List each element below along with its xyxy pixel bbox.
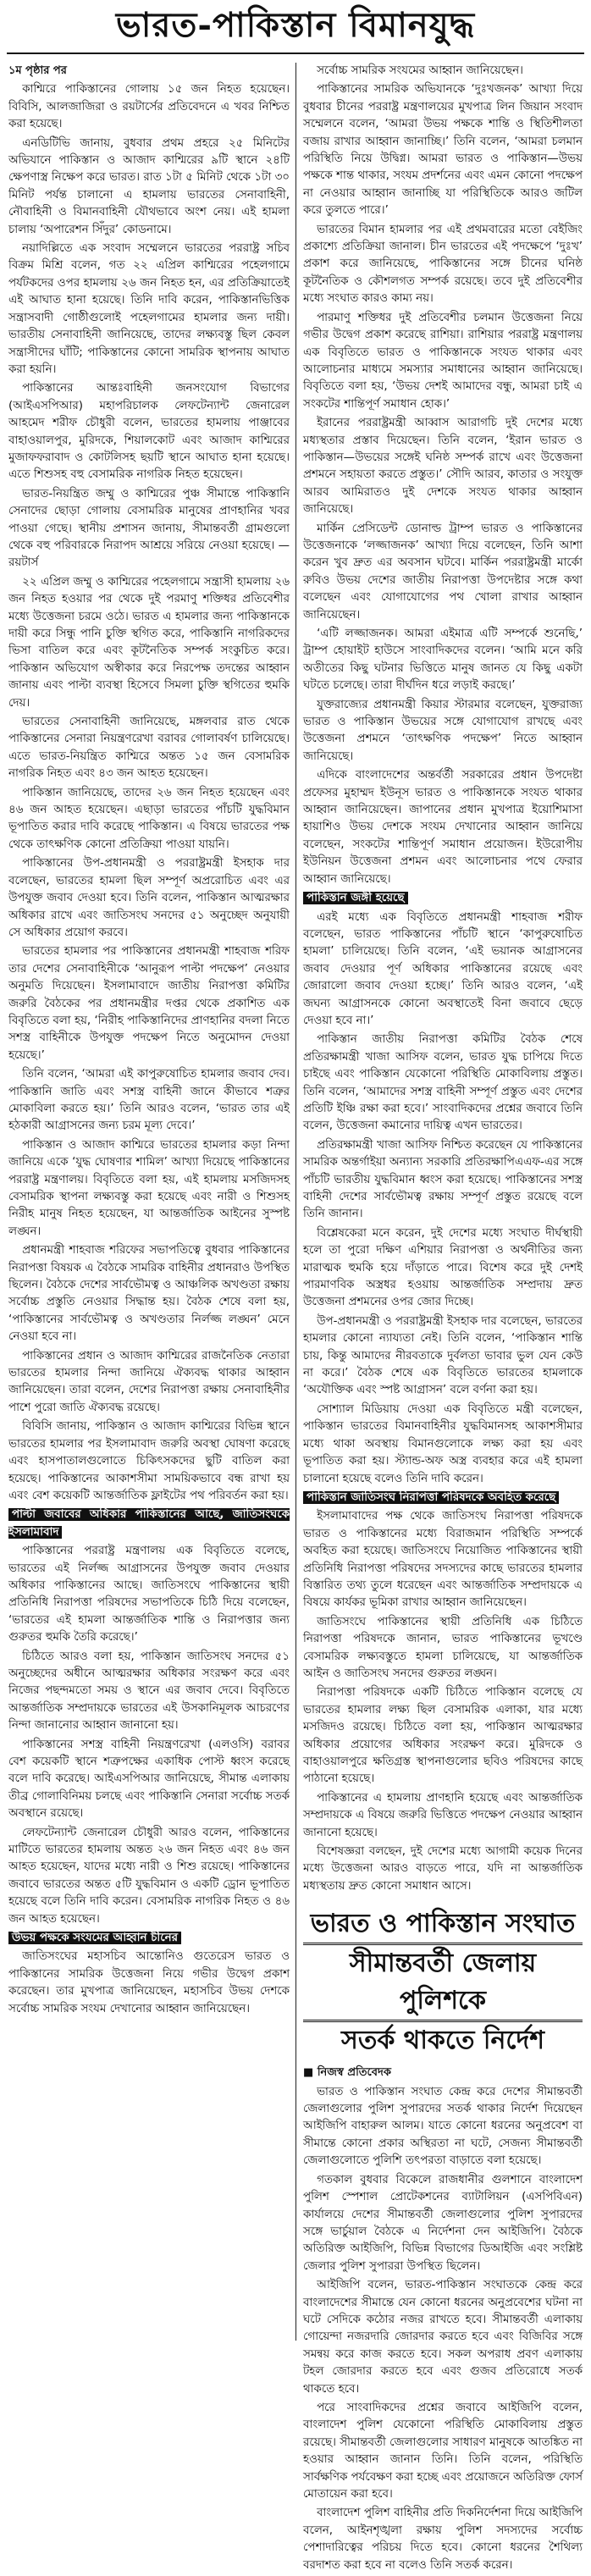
right-subhead-2: পাকিস্তান জাতিসংঘ নিরাপত্তা পরিষদকে অবহিত করেছে bbox=[303, 1490, 583, 1506]
article-paragraph: পাকিস্তানের সামরিক অভিযানকে ‘দুঃখজনক’ আখ্যা দিয়ে বুধবার চীনের পররাষ্ট্র মন্ত্রণালয়ের মুখপাত্র লিন জিয়ান সংবাদ সম্মেলনে বলেন, ‘আমরা উভয় পক্ষকে শান্তি ও স্থিতিশীলতা বজায় রাখার আহ্বান জানাচ্ছি।’ তিনি বলেন, ‘আমরা চলমান পরিস্থিতি নিয়ে উদ্বিগ্ন। আমরা ভারত ও পাকিস্তান—উভয় পক্ষকে শান্ত থাকার, সংযম প্রদর্শনের এবং এমন কোনো পদক্ষেপ না নেওয়ার আহ্বান জানাচ্ছি যা পরিস্থিতিকে আরও জটিল করে তুলতে পারে।’ bbox=[303, 83, 583, 218]
article-paragraph: প্রধানমন্ত্রী শাহবাজ শরিফের সভাপতিত্বে বুধবার পাকিস্তানের নিরাপত্তা বিষয়ক এ বৈঠকে সামরিক বাহিনীর প্রধানরাও উপস্থিত ছিলেন। বৈঠকে দেশের সার্বভৌমত্ব ও আঞ্চলিক অখণ্ডতা রক্ষায় সর্বোচ্চ প্রস্তুতি নেওয়ার সিদ্ধান্ত হয়। বৈঠক শেষে বলা হয়, ‘পাকিস্তানের সার্বভৌমত্ব ও অখণ্ডতার নির্লজ্জ লঙ্ঘন’ মেনে নেওয়া হবে না। bbox=[8, 1244, 290, 1344]
article-paragraph: পাকিস্তানের উপ-প্রধানমন্ত্রী ও পররাষ্ট্রমন্ত্রী ইসহাক দার বলেছেন, ভারতের হামলা ছিল সম্পূর্ণ অপ্ররোচিত এবং এর উপযুক্ত জবাব দেওয়া হবে। তিনি বলেন, পাকিস্তান আত্মরক্ষার অধিকার রাখে এবং জাতিসংঘ সনদের ৫১ অনুচ্ছেদ অনুযায়ী সে অধিকার প্রয়োগ করবে। bbox=[8, 857, 290, 939]
article-paragraph: পাকিস্তান জানিয়েছে, তাদের ২৬ জন নিহত হয়েছেন এবং ৪৬ জন আহত হয়েছেন। এছাড়া ভারতের পাঁচটি যুদ্ধবিমান ভূপাতিত করার দাবি করেছে পাকিস্তান। এ বিষয়ে ভারতের পক্ষ থেকে তাৎক্ষণিক কোনো প্রতিক্রিয়া পাওয়া যায়নি। bbox=[8, 786, 290, 851]
box-title-bottom: সতর্ক থাকতে নির্দেশ bbox=[341, 2026, 544, 2056]
left-paragraphs bbox=[8, 81, 290, 854]
right-paragraphs bbox=[303, 63, 583, 888]
article-paragraph: তিনি বলেন, ‘আমরা এই কাপুরুষোচিত হামলার জবাব দেব। পাকিস্তানি জাতি এবং সশস্ত্র বাহিনী জানে কীভাবে শত্রুর মোকাবিলা করতে হয়।’ তিনি আরও বলেন, ‘ভারত তার এই হঠকারী আগ্রাসনের জন্য চরম মূল্য দেবে।’ bbox=[8, 1068, 290, 1133]
article-paragraph: পারমাণু শক্তিধর দুই প্রতিবেশীর চলমান উত্তেজনা নিয়ে গভীর উদ্বেগ প্রকাশ করেছে রাশিয়া। রাশিয়ার পররাষ্ট্র মন্ত্রণালয় এক বিবৃতিতে ভারত ও পাকিস্তানকে সংযত থাকার এবং আলোচনার মাধ্যমে সমস্যার সমাধানের আহ্বান জানিয়েছে। বিবৃতিতে বলা হয়, ‘উভয় দেশই আমাদের বন্ধু, আমরা চাই এ সংকটের শান্তিপূর্ণ সমাধান হোক।’ bbox=[303, 311, 583, 411]
article-paragraph: ভারতের হামলার পর পাকিস্তানের প্রধানমন্ত্রী শাহবাজ শরিফ তার দেশের সেনাবাহিনীকে ‘আনুরূপ পাল্টা পদক্ষেপ’ নেওয়ার অনুমতি দিয়েছেন। ইসলামাবাদে জাতীয় নিরাপত্তা কমিটির জরুরি বৈঠকের পর প্রধানমন্ত্রীর দপ্তর থেকে প্রকাশিত এক বিবৃতিতে বলা হয়, ‘নিরীহ পাকিস্তানিদের প্রাণহানির বদলা নিতে সশস্ত্র বাহিনীকে উপযুক্ত পদক্ষেপ নিতে অনুমোদন দেওয়া হয়েছে।’ bbox=[8, 945, 290, 1062]
article-paragraph: পাকিস্তানের পররাষ্ট্র মন্ত্রণালয় এক বিবৃতিতে বলেছে, ভারতের এই নির্লজ্জ আগ্রাসনের উপযুক্ত জবাব দেওয়ার অধিকার পাকিস্তানের আছে। জাতিসংঘে পাকিস্তানের স্থায়ী প্রতিনিধি নিরাপত্তা পরিষদের সভাপতিকে চিঠি দিয়ে বলেছেন, ‘ভারতের এই হামলা আন্তর্জাতিক শান্তি ও নিরাপত্তার জন্য গুরুতর হুমকি তৈরি করেছে।’ bbox=[8, 1545, 290, 1645]
right-paragraphs-3 bbox=[303, 1508, 583, 1895]
article-paragraph: পরে সাংবাদিকদের প্রশ্নের জবাবে আইজিপি বলেন, বাংলাদেশ পুলিশ যেকোনো পরিস্থিতি মোকাবিলায় প্রস্তুত রয়েছে। সীমান্তবর্তী জেলাগুলোর সাধারণ মানুষকে আতঙ্কিত না হওয়ার আহ্বান জানান তিনি। তিনি বলেন, পরিস্থিতি সার্বক্ষণিক পর্যবেক্ষণ করা হচ্ছে এবং প্রয়োজনে অতিরিক্ত ফোর্স মোতায়েন করা হবে। bbox=[303, 2401, 583, 2501]
police-alert-box bbox=[303, 1905, 583, 2574]
article-paragraph: পাকিস্তানের এ হামলায় প্রাণহানি হয়েছে এবং আন্তর্জাতিক সম্প্রদায়কে এ বিষয়ে জরুরি ভিত্তিতে পদক্ষেপ নেওয়ার আহ্বান জানানো হয়েছে। bbox=[303, 1791, 583, 1839]
right-column bbox=[303, 63, 583, 2576]
left-paragraphs-2 bbox=[8, 855, 290, 1505]
article-paragraph: পাকিস্তান ও আজাদ কাশ্মিরে ভারতের হামলার কড়া নিন্দা জানিয়ে একে ‘যুদ্ধ ঘোষণার শামিল’ আখ্যা দিয়েছে পাকিস্তানের পররাষ্ট্র মন্ত্রণালয়। বিবৃতিতে বলা হয়, এই হামলায় মসজিদসহ বেসামরিক স্থাপনা লক্ষ্যবস্তু করা হয়েছে এবং নারী ও শিশুসহ নিরীহ মানুষ নিহত হয়েছেন, যা আন্তর্জাতিক আইনের সুস্পষ্ট লঙ্ঘন। bbox=[8, 1138, 290, 1238]
article-paragraph: ভারত ও পাকিস্তান সংঘাত কেন্দ্র করে দেশের সীমান্তবর্তী জেলাগুলোর পুলিশ সুপারদের সতর্ক থাকার নির্দেশ দিয়েছেন আইজিপি বাহারুল আলম। যাতে কোনো ধরনের অনুপ্রবেশ বা সীমান্তে কোনো প্রকার অস্থিরতা না ঘটে, সেজন্য সীমান্তবর্তী জেলাগুলোতে পুলিশি তৎপরতা বাড়াতে বলা হয়েছে। bbox=[303, 2085, 583, 2168]
article-paragraph: বিশেষজ্ঞরা বলছেন, দুই দেশের মধ্যে আগামী কয়েক দিনের মধ্যে উত্তেজনা আরও বাড়তে পারে, যদি না আন্তর্জাতিক মধ্যস্থতায় দ্রুত কোনো সমাধান আসে। bbox=[303, 1845, 583, 1893]
article-paragraph: ভারতের বিমান হামলার পর এই প্রথমবারের মতো বেইজিং প্রকাশ্যে প্রতিক্রিয়া জানাল। চীন ভারতের এই পদক্ষেপে ‘দুঃখ’ প্রকাশ করে জানিয়েছে, পাকিস্তানের সঙ্গে চীনের ঘনিষ্ঠ কূটনৈতিক ও কৌশলগত সম্পর্ক রয়েছে। তবে দুই প্রতিবেশীর মধ্যে সংঘাত কারও কাম্য নয়। bbox=[303, 223, 583, 306]
box-title-top: ভারত ও পাকিস্তান সংঘাত bbox=[310, 1909, 576, 1939]
left-paragraphs-4 bbox=[8, 1949, 290, 2018]
article-paragraph: ভারত-নিয়ন্ত্রিত জম্মু ও কাশ্মিরের পুঞ্চ সীমান্তে পাকিস্তানি সেনাদের ছোড়া গোলায় বেসামরিক মানুষের প্রাণহানির খবর পাওয়া গেছে। স্থানীয় প্রশাসন জানায়, সীমান্তবর্তী গ্রামগুলো থেকে বহু পরিবারকে নিরাপদ আশ্রয়ে সরিয়ে নেওয়া হয়েছে। — রয়টার্স bbox=[8, 487, 290, 570]
article-paragraph: আইজিপি বলেন, ভারত-পাকিস্তান সংঘাতকে কেন্দ্র করে বাংলাদেশের সীমান্তে যেন কোনো ধরনের অনুপ্রবেশের ঘটনা না ঘটে সেদিকে কঠোর নজর রাখতে হবে। সীমান্তবর্তী এলাকায় গোয়েন্দা নজরদারি জোরদার করতে হবে এবং বিজিবির সঙ্গে সমন্বয় করে কাজ করতে হবে। সকল অপরাধ প্রবণ এলাকায় টহল জোরদার করতে হবে এবং গুজব প্রতিরোধে সতর্ক থাকতে হবে। bbox=[303, 2279, 583, 2396]
left-column bbox=[8, 63, 290, 2020]
article-paragraph: বিশ্লেষকেরা মনে করেন, দুই দেশের মধ্যে সংঘাত দীর্ঘস্থায়ী হলে তা পুরো দক্ষিণ এশিয়ার নিরাপত্তা ও অর্থনীতির জন্য মারাত্মক হুমকি হয়ে দাঁড়াতে পারে। বিশেষ করে দুই দেশই পারমাণবিক অস্ত্রধর হওয়ায় আন্তর্জাতিক সম্প্রদায় দ্রুত উত্তেজনা প্রশমনের ওপর জোর দিচ্ছে। bbox=[303, 1226, 583, 1309]
article-paragraph: ‘এটি লজ্জাজনক। আমরা এইমাত্র এটি সম্পর্কে শুনেছি,’ ট্রাম্প হোয়াইট হাউসে সাংবাদিকদের বলেন। ‘আমি মনে করি অতীতের কিছু ঘটনার ভিত্তিতে মানুষ জানত যে কিছু একটা ঘটতে চলেছে। তারা দীর্ঘদিন ধরে লড়াই করছে।’ bbox=[303, 627, 583, 693]
article-paragraph: কাশ্মিরে পাকিস্তানের গোলায় ১৫ জন নিহত হয়েছেন। বিবিসি, আলজাজিরা ও রয়টার্সের প্রতিবেদনে এ খবর নিশ্চিত করা হয়েছে। bbox=[8, 83, 290, 131]
article-paragraph: পাকিস্তানের প্রধান ও আজাদ কাশ্মিরের রাজনৈতিক নেতারা ভারতের হামলার নিন্দা জানিয়ে ঐক্যবদ্ধ থাকার আহ্বান জানিয়েছেন। তারা বলেন, দেশের নিরাপত্তা রক্ষায় সেনাবাহিনীর পাশে পুরো জাতি ঐক্যবদ্ধ রয়েছে। bbox=[8, 1349, 290, 1414]
article-paragraph: প্রতিরক্ষামন্ত্রী খাজা আসিফ নিশ্চিত করেছেন যে পাকিস্তানের সামরিক অন্তর্গাইয়া অন্যান্য সরকারি প্রতিরক্ষাপিএএফ-এর সঙ্গে পাঁচটি ভারতীয় যুদ্ধবিমান ধ্বংস করা হয়েছে। পাকিস্তানের সশস্ত্র বাহিনী দেশের সার্বভৌমত্ব রক্ষায় সম্পূর্ণ প্রস্তুত রয়েছে বলে তিনি জানান। bbox=[303, 1138, 583, 1221]
box-title-mid: সীমান্তবর্তী জেলায় পুলিশকে bbox=[303, 1943, 583, 2022]
article-paragraph: চিঠিতে আরও বলা হয়, পাকিস্তান জাতিসংঘ সনদের ৫১ অনুচ্ছেদের অধীনে আত্মরক্ষার অধিকার সংরক্ষণ করে এবং নিজের পছন্দমতো সময় ও স্থানে এর জবাব দেবে। বিবৃতিতে আন্তর্জাতিক সম্প্রদায়কে ভারতের এই উসকানিমূলক আচরণের নিন্দা জানানোর আহ্বান জানানো হয়। bbox=[8, 1650, 290, 1733]
article-paragraph: বাংলাদেশ পুলিশ বাহিনীর প্রতি দিকনির্দেশনা দিয়ে আইজিপি বলেন, আইনশৃঙ্খলা রক্ষায় পুলিশ সদস্যদের সর্বোচ্চ পেশাদারিত্বের পরিচয় দিতে হবে। কোনো ধরনের শৈথিল্য বরদাশত করা হবে না বলেও তিনি সতর্ক করেন। bbox=[303, 2507, 583, 2572]
left-subhead-2: উভয় পক্ষকে সংযমের আহ্বান চীনের bbox=[8, 1930, 290, 1947]
article-paragraph: এরই মধ্যে এক বিবৃতিতে প্রধানমন্ত্রী শাহবাজ শরীফ বলেছেন, ভারত পাকিস্তানের পাঁচটি স্থানে ‘কাপুরুষোচিত হামলা’ চালিয়েছে। তিনি বলেন, ‘এই ভয়ানক আগ্রাসনের জবাব দেওয়ার পূর্ণ অধিকার পাকিস্তানের রয়েছে এবং জোরালো জবাব দেওয়া হচ্ছে।’ তিনি আরও বলেন, ‘এই জঘন্য আগ্রাসনকে কোনো অবস্থাতেই বিনা জবাবে ছেড়ে দেওয়া হবে না।’ bbox=[303, 910, 583, 1027]
article-paragraph: এনডিটিভি জানায়, বুধবার প্রথম প্রহরে ২৫ মিনিটের অভিযানে পাকিস্তান ও আজাদ কাশ্মিরের ৯টি স্থানে ২৪টি ক্ষেপণাস্ত্র নিক্ষেপ করে ভারত। রাত ১টা ৫ মিনিট থেকে ১টা ৩০ মিনিট পর্যন্ত চালানো এ হামলায় ভারতের সেনাবাহিনী, নৌবাহিনী ও বিমানবাহিনী যৌথভাবে অংশ নেয়। এই হামলা চালায় ‘অপারেশন সিঁদুর’ কোডনামে। bbox=[8, 136, 290, 236]
article-paragraph: ২২ এপ্রিল জম্মু ও কাশ্মিরের পহেলগামে সন্ত্রাসী হামলায় ২৬ জন নিহত হওয়ার পর থেকে দুই পরমাণু শক্তিধর প্রতিবেশীর মধ্যে উত্তেজনা চরমে ওঠে। ভারত এ হামলার জন্য পাকিস্তানকে দায়ী করে সিন্ধু পানি চুক্তি স্থগিত করে, পাকিস্তানি নাগরিকদের ভিসা বাতিল করে এবং কূটনৈতিক সম্পর্ক সংকুচিত করে। পাকিস্তান অভিযোগ অস্বীকার করে নিরপেক্ষ তদন্তের আহ্বান জানায় এবং পাল্টা ব্যবস্থা হিসেবে সিমলা চুক্তি স্থগিতের হুমকি দেয়। bbox=[8, 575, 290, 710]
article-paragraph: জাতিসংঘে পাকিস্তানের স্থায়ী প্রতিনিধি এক চিঠিতে নিরাপত্তা পরিষদকে জানান, ভারত পাকিস্তানের ভূখণ্ডে বেসামরিক লক্ষ্যবস্তুতে হামলা চালিয়েছে, যা আন্তর্জাতিক আইন ও জাতিসংঘ সনদের গুরুতর লঙ্ঘন। bbox=[303, 1615, 583, 1680]
article-paragraph: লেফটেন্যান্ট জেনারেল চৌধুরী আরও বলেন, পাকিস্তানের মাটিতে ভারতের হামলায় অন্তত ২৬ জন নিহত এবং ৪৬ জন আহত হয়েছেন, যাদের মধ্যে নারী ও শিশু রয়েছে। পাকিস্তানের জবাবে ভারতের অন্তত ৫টি যুদ্ধবিমান ও একটি ড্রোন ভূপাতিত হয়েছে বলে তিনি দাবি করেন। বেসামরিক নাগরিক নিহত ও ৪৬ জন আহত হয়েছেন। bbox=[8, 1826, 290, 1926]
article-paragraph: ইসলামাবাদের পক্ষ থেকে জাতিসংঘ নিরাপত্তা পরিষদকে ভারত ও পাকিস্তানের মধ্যে বিরাজমান পরিস্থিতি সম্পর্কে অবহিত করা হয়েছে। জাতিসংঘে নিয়োজিত পাকিস্তানের স্থায়ী প্রতিনিধি নিরাপত্তা পরিষদের সদস্যদের কাছে ভারতের হামলার বিস্তারিত তথ্য তুলে ধরেছেন এবং আন্তর্জাতিক সম্প্রদায়কে এ বিষয়ে কার্যকর ভূমিকা রাখার আহ্বান জানিয়েছেন। bbox=[303, 1510, 583, 1610]
article-paragraph: এদিকে বাংলাদেশের অন্তর্বর্তী সরকারের প্রধান উপদেষ্টা প্রফেসর মুহাম্মদ ইউনূস ভারত ও পাকিস্তানকে সংযত থাকার আহ্বান জানিয়েছেন। জাপানের প্রধান মুখপাত্র ইয়োশিমাসা হায়াশিও উভয় দেশকে সংযম দেখানোর আহ্বান জানিয়ে বলেছেন, সংকটের শান্তিপূর্ণ সমাধান প্রয়োজন। ইউরোপীয় ইউনিয়ন উত্তেজনা প্রশমন এবং আলোচনার পথে ফেরার আহ্বান জানিয়েছে। bbox=[303, 769, 583, 886]
headline-rule bbox=[7, 53, 584, 54]
right-paragraphs-2 bbox=[303, 909, 583, 1488]
box-title bbox=[303, 1905, 583, 2059]
article-paragraph: সোশ্যাল মিডিয়ায় দেওয়া এক বিবৃতিতে মন্ত্রী বলেছেন, পাকিস্তান ভারতের বিমানবাহিনীর যুদ্ধবিমানসহ আকাশসীমার মধ্যে থাকা অবস্থায় বিমানগুলোকে লক্ষ্য করা হয় এবং ভূপাতিত করা হয়। স্ট্যান্ড-অফ অস্ত্র ব্যবহার করে এই হামলা চালানো হয়েছে বলেও তিনি দাবি করেন। bbox=[303, 1402, 583, 1485]
article-paragraph: ভারতের সেনাবাহিনী জানিয়েছে, মঙ্গলবার রাত থেকে পাকিস্তানের সেনারা নিয়ন্ত্রণরেখা বরাবর গোলাবর্ষণ চালিয়েছে। এতে ভারত-নিয়ন্ত্রিত কাশ্মিরে অন্তত ১৫ জন বেসামরিক নাগরিক নিহত এবং ৪৩ জন আহত হয়েছেন। bbox=[8, 716, 290, 781]
right-subhead: পাকিস্তান জঙ্গী হয়েছে bbox=[303, 890, 583, 907]
left-subhead: পাল্টা জবাবের অধিকার পাকিস্তানের আছে, জাতিসংঘকে ইসলামাবাদ bbox=[8, 1508, 290, 1539]
article-paragraph: নয়াদিল্লিতে এক সংবাদ সম্মেলনে ভারতের পররাষ্ট্র সচিব বিক্রম মিশ্রি বলেন, গত ২২ এপ্রিল কাশ্মিরের পহেলগামে পর্যটকদের ওপর হামলায় ২৬ জন নিহত হন, এর প্রতিক্রিয়াতেই এই আঘাত হানা হয়েছে। তিনি দাবি করেন, পাকিস্তানভিত্তিক সন্ত্রাসবাদী গোষ্ঠীগুলোই পহেলগামের হামলার জন্য দায়ী। ভারতীয় সেনাবাহিনী জানিয়েছে, তাদের লক্ষ্যবস্তু ছিল কেবল সন্ত্রাসীদের ঘাঁটি; পাকিস্তানের কোনো সামরিক স্থাপনায় আঘাত করা হয়নি। bbox=[8, 242, 290, 376]
article-paragraph: পাকিস্তানের সশস্ত্র বাহিনী নিয়ন্ত্রণরেখা (এলওসি) বরাবর বেশ কয়েকটি স্থানে শত্রুপক্ষের একাধিক পোস্ট ধ্বংস করেছে বলে দাবি করেছে। আইএসপিআর জানিয়েছে, সীমান্ত এলাকায় তীব্র গোলাবিনিময় চলছে এবং পাকিস্তানি সেনারা সর্বোচ্চ সতর্ক অবস্থানে রয়েছে। bbox=[8, 1738, 290, 1821]
left-paragraphs-3 bbox=[8, 1543, 290, 1928]
article-paragraph: পাকিস্তান জাতীয় নিরাপত্তা কমিটির বৈঠক শেষে প্রতিরক্ষামন্ত্রী খাজা আসিফ বলেন, ভারত যুদ্ধ চাপিয়ে দিতে চাইছে এবং পাকিস্তান যেকোনো পরিস্থিতি মোকাবিলায় প্রস্তুত। তিনি বলেন, ‘আমাদের সশস্ত্র বাহিনী সম্পূর্ণ প্রস্তুত এবং দেশের প্রতিটি ইঞ্চি রক্ষা করা হবে।’ সাংবাদিকদের প্রশ্নের জবাবে তিনি বলেন, উত্তেজনা কমানোর দায়িত্ব এখন ভারতের। bbox=[303, 1033, 583, 1133]
article-paragraph: পাকিস্তানের আন্তঃবাহিনী জনসংযোগ বিভাগের (আইএসপিআর) মহাপরিচালক লেফটেন্যান্ট জেনারেল আহমেদ শরীফ চৌধুরী বলেন, ভারতের হামলায় পাঞ্জাবের বাহাওয়ালপুর, মুরিদকে, শিয়ালকোট এবং আজাদ কাশ্মিরের মুজাফফরাবাদ ও কোটলিসহ ছয়টি স্থানে আঘাত হানা হয়েছে। এতে শিশুসহ বহু বেসামরিক নাগরিক নিহত হয়েছেন। bbox=[8, 382, 290, 482]
article-paragraph: নিরাপত্তা পরিষদকে একটি চিঠিতে পাকিস্তান বলেছে যে ভারতের হামলার লক্ষ্য ছিল বেসামরিক এলাকা, যার মধ্যে মসজিদও রয়েছে। চিঠিতে বলা হয়, পাকিস্তান আত্মরক্ষার অধিকার প্রয়োগের অধিকার সংরক্ষণ করে। মুরিদকে ও বাহাওয়ালপুরে ক্ষতিগ্রস্ত স্থাপনাগুলোর ছবিও পরিষদের কাছে পাঠানো হয়েছে। bbox=[303, 1686, 583, 1786]
article-paragraph: জাতিসংঘের মহাসচিব আন্তোনিও গুতেরেস ভারত ও পাকিস্তানের সামরিক উত্তেজনা নিয়ে গভীর উদ্বেগ প্রকাশ করেছেন। তার মুখপাত্র জানিয়েছেন, মহাসচিব উভয় দেশকে সর্বোচ্চ সামরিক সংযম দেখানোর আহ্বান জানিয়েছেন। bbox=[8, 1950, 290, 2015]
byline: ■ নিজস্ব প্রতিবেদক bbox=[303, 2065, 583, 2081]
box-paragraphs bbox=[303, 2084, 583, 2574]
continuation-label: ১ম পৃষ্ঠার পর bbox=[8, 64, 67, 77]
headline: ভারত-পাকিস্তান বিমানযুদ্ধ bbox=[115, 5, 476, 45]
article-paragraph: যুক্তরাজ্যের প্রধানমন্ত্রী কিয়ার স্টারমার বলেছেন, যুক্তরাজ্য ভারত ও পাকিস্তান উভয়ের সঙ্গে যোগাযোগ রাখছে এবং উত্তেজনা প্রশমনে ‘তাৎক্ষণিক পদক্ষেপ’ নিতে আহ্বান জানিয়েছে। bbox=[303, 698, 583, 763]
article-paragraph: ইরানের পররাষ্ট্রমন্ত্রী আব্বাস আরাগচি দুই দেশের মধ্যে মধ্যস্থতার প্রস্তাব দিয়েছেন। তিনি বলেন, ‘ইরান ভারত ও পাকিস্তান—উভয়ের সঙ্গেই ঘনিষ্ঠ সম্পর্ক রাখে এবং উত্তেজনা প্রশমনে সহায়তা করতে প্রস্তুত।’ সৌদি আরব, কাতার ও সংযুক্ত আরব আমিরাতও দুই দেশকে সংযত থাকার আহ্বান জানিয়েছে। bbox=[303, 417, 583, 517]
article-paragraph: গতকাল বুধবার বিকেলে রাজধানীর গুলশানে বাংলাদেশ পুলিশ স্পেশাল প্রোটেকশনের ব্যাটালিয়ন (এসপিবিএন) কার্যালয়ে দেশের সীমান্তবর্তী জেলাগুলোর পুলিশ সুপারদের সঙ্গে ভার্চুয়াল বৈঠকে এ নির্দেশনা দেন আইজিপি। বৈঠকে অতিরিক্ত আইজিপি, বিভিন্ন বিভাগের ডিআইজি এবং সংশ্লিষ্ট জেলার পুলিশ সুপাররা উপস্থিত ছিলেন। bbox=[303, 2173, 583, 2273]
article-paragraph: মার্কিন প্রেসিডেন্ট ডোনাল্ড ট্রাম্প ভারত ও পাকিস্তানের উত্তেজনাকে ‘লজ্জাজনক’ আখ্যা দিয়ে বলেছেন, তিনি আশা করেন খুব দ্রুত এর অবসান ঘটবে। মার্কিন পররাষ্ট্রমন্ত্রী মার্কো রুবিও উভয় দেশের জাতীয় নিরাপত্তা উপদেষ্টার সঙ্গে কথা বলেছেন এবং যোগাযোগের পথ খোলা রাখার আহ্বান জানিয়েছেন। bbox=[303, 522, 583, 622]
article-paragraph: বিবিসি জানায়, পাকিস্তান ও আজাদ কাশ্মিরের বিভিন্ন স্থানে ভারতের হামলার পর ইসলামাবাদ জরুরি অবস্থা ঘোষণা করেছে এবং হাসপাতালগুলোতে চিকিৎসকদের ছুটি বাতিল করা হয়েছে। পাকিস্তানের আকাশসীমা সাময়িকভাবে বন্ধ রাখা হয় এবং বেশ কয়েকটি আন্তর্জাতিক ফ্লাইটের পথ পরিবর্তন করা হয়। bbox=[8, 1420, 290, 1502]
article-paragraph: উপ-প্রধানমন্ত্রী ও পররাষ্ট্রমন্ত্রী ইসহাক দার বলেছেন, ভারতের হামলার কোনো ন্যায্যতা নেই। তিনি বলেন, ‘পাকিস্তান শান্তি চায়, কিন্তু আমাদের নীরবতাকে দুর্বলতা ভাবার ভুল যেন কেউ না করে।’ বৈঠক শেষে এক বিবৃতিতে ভারতের হামলাকে ‘অযৌক্তিক এবং স্পষ্ট আগ্রাসন’ বলে বর্ণনা করা হয়। bbox=[303, 1314, 583, 1397]
article-paragraph: সর্বোচ্চ সামরিক সংযমের আহ্বান জানিয়েছেন। bbox=[317, 64, 523, 77]
